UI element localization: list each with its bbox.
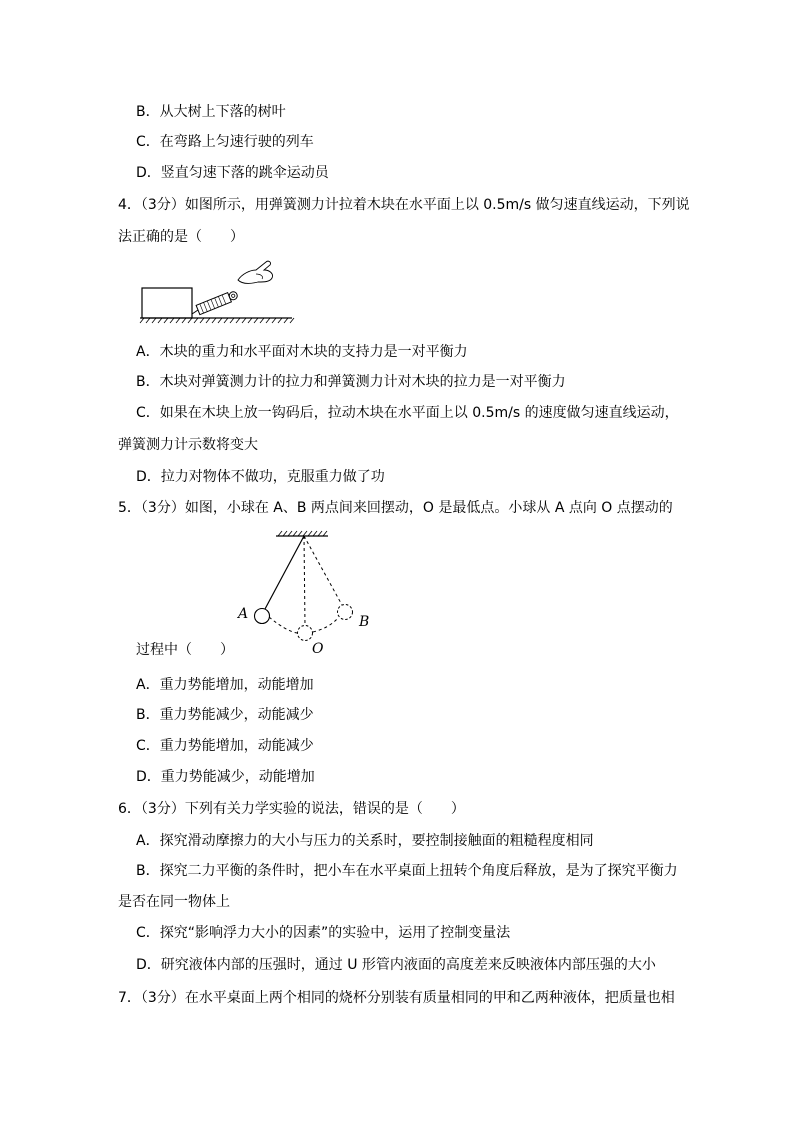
q5-option-a: A．重力势能增加，动能增加	[136, 677, 314, 693]
q3-option-d: D．竖直匀速下落的跳伞运动员	[136, 165, 329, 181]
pendulum-string	[265, 536, 304, 609]
ball-at-b	[338, 605, 353, 620]
string-dashed-b	[304, 536, 342, 605]
hook	[192, 310, 198, 314]
q4-stem-line1: 4．（3分）如图所示，用弹簧测力计拉着木块在水平面上以 0.5m/s 做匀速直线运动，下列说	[118, 197, 690, 213]
q5-option-d: D．重力势能减少，动能增加	[136, 769, 315, 785]
spring-scale	[196, 290, 239, 315]
q4-option-a: A．木块的重力和水平面对木块的支持力是一对平衡力	[136, 344, 468, 360]
spring-scale-block-figure	[138, 252, 298, 328]
q6-option-b-line1: B．探究二力平衡的条件时，把小车在水平桌面上扭转个角度后释放，是为了探究平衡力	[136, 863, 678, 879]
q5-stem-line2: 过程中（ ）	[136, 642, 234, 658]
q6-stem: 6．（3分）下列有关力学实验的说法，错误的是（ ）	[118, 801, 465, 817]
label-b: B	[359, 614, 370, 630]
ball-at-o	[298, 626, 313, 641]
q5-option-c: C．重力势能增加，动能减少	[136, 738, 314, 754]
q6-option-d: D．研究液体内部的压强时，通过 U 形管内液面的高度差来反映液体内部压强的大小	[136, 957, 656, 973]
label-o: O	[312, 641, 324, 657]
q6-option-a: A．探究滑动摩擦力的大小与压力的关系时，要控制接触面的粗糙程度相同	[136, 833, 594, 849]
wood-block	[142, 288, 192, 318]
q4-stem-line2: 法正确的是（ ）	[118, 229, 244, 245]
q3-option-c: C．在弯路上匀速行驶的列车	[136, 134, 314, 150]
q6-option-b-line2: 是否在同一物体上	[118, 894, 230, 910]
q4-option-c-line2: 弹簧测力计示数将变大	[118, 437, 258, 453]
hand-drawing	[238, 261, 273, 283]
q5-stem-line1: 5．（3分）如图，小球在 A、B 两点间来回摆动，O 是最低点。小球从 A 点向 O 点摆动的	[118, 500, 673, 516]
pendulum-figure	[228, 528, 388, 660]
q4-option-b: B．木块对弹簧测力计的拉力和弹簧测力计对木块的拉力是一对平衡力	[136, 374, 566, 390]
label-a: A	[238, 606, 249, 622]
q5-option-b: B．重力势能减少，动能减少	[136, 707, 314, 723]
string-dashed-o	[304, 536, 305, 626]
ground-hatching	[140, 318, 294, 323]
q4-option-d: D．拉力对物体不做功，克服重力做了功	[136, 469, 385, 485]
q4-option-c-line1: C．如果在木块上放一钩码后，拉动木块在水平面上以 0.5m/s 的速度做匀速直线运动，	[136, 405, 679, 421]
q7-stem: 7．（3分）在水平桌面上两个相同的烧杯分别装有质量相同的甲和乙两种液体，把质量也相	[118, 990, 675, 1006]
arc-o-to-b	[313, 618, 338, 632]
q6-option-c: C．探究“影响浮力大小的因素”的实验中，运用了控制变量法	[136, 925, 511, 941]
arc-a-to-o	[269, 617, 297, 633]
ball-at-a	[255, 609, 270, 624]
q3-option-b: B．从大树上下落的树叶	[136, 104, 286, 120]
support-hatching	[278, 531, 327, 536]
